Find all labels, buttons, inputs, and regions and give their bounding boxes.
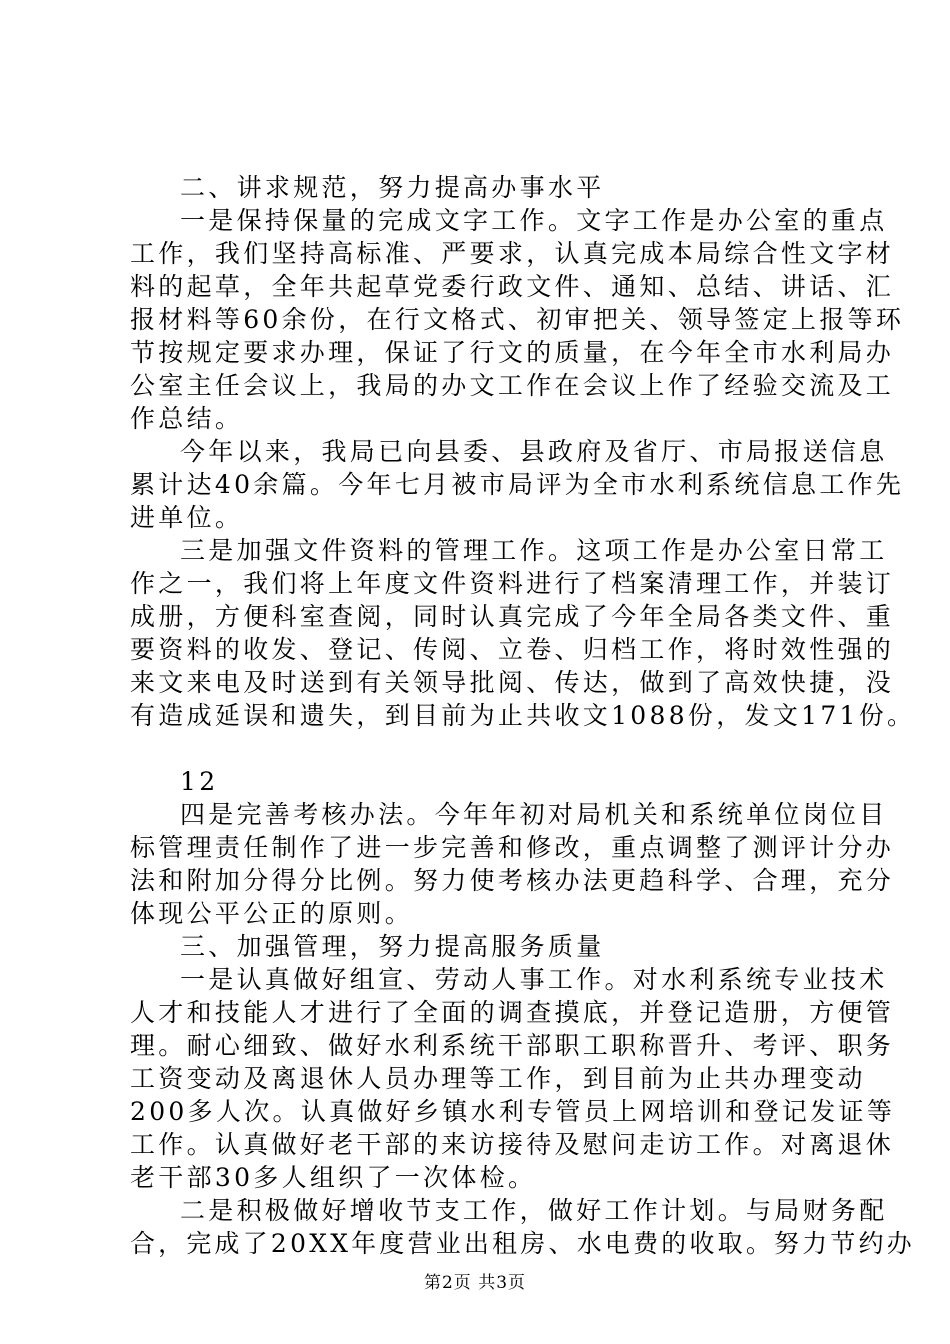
paragraph-text: 二是积极做好增收节支工作，做好工作计划。与局财务配 <box>180 1196 888 1225</box>
paragraph-line <box>0 501 950 535</box>
page-number-text: 12 <box>180 767 219 796</box>
paragraph-text: 一是认真做好组宣、劳动人事工作。对水利系统专业技术 <box>180 965 888 994</box>
paragraph-text: 体现公平公正的原则。 <box>130 899 414 928</box>
paragraph-text: 四是完善考核办法。今年年初对局机关和系统单位岗位目 <box>180 800 888 829</box>
paragraph-text: 工资变动及离退休人员办理等工作，到目前为止共办理变动 <box>130 1064 866 1093</box>
paragraph-text: 法和附加分得分比例。努力使考核办法更趋科学、合理，充分 <box>130 866 895 895</box>
paragraph-line <box>0 402 950 436</box>
paragraph-line <box>0 831 950 865</box>
heading-line <box>0 171 950 205</box>
paragraph-line <box>0 270 950 304</box>
paragraph-line <box>0 1029 950 1063</box>
paragraph-line <box>0 1062 950 1096</box>
paragraph-text: 进单位。 <box>130 503 244 532</box>
paragraph-line <box>0 1095 950 1129</box>
paragraph-line <box>0 237 950 271</box>
paragraph-line <box>0 633 950 667</box>
paragraph-text: 工作，我们坚持高标准、严要求，认真完成本局综合性文字材 <box>130 239 895 268</box>
paragraph-line <box>0 1194 950 1228</box>
paragraph-line <box>0 798 950 832</box>
paragraph-text: 人才和技能人才进行了全面的调查摸底，并登记造册，方便管 <box>130 998 895 1027</box>
heading-text: 二、讲求规范，努力提高办事水平 <box>180 173 605 202</box>
paragraph-text: 报材料等60余份，在行文格式、初审把关、领导签定上报等环 <box>130 305 905 334</box>
paragraph-text: 公室主任会议上，我局的办文工作在会议上作了经验交流及工 <box>130 371 895 400</box>
paragraph-line <box>0 435 950 469</box>
paragraph-text: 今年以来，我局已向县委、县政府及省厅、市局报送信息 <box>180 437 888 466</box>
paragraph-text: 成册，方便科室查阅，同时认真完成了今年全局各类文件、重 <box>130 602 895 631</box>
paragraph-line <box>0 1161 950 1195</box>
paragraph-line <box>0 666 950 700</box>
paragraph-line <box>0 534 950 568</box>
paragraph-line <box>0 699 950 733</box>
paragraph-text: 老干部30多人组织了一次体检。 <box>130 1163 537 1192</box>
page-footer: 第2页 共3页 <box>423 1273 527 1293</box>
paragraph-line <box>0 336 950 370</box>
heading-line <box>0 930 950 964</box>
paragraph-line <box>0 1227 950 1261</box>
paragraph-line <box>0 963 950 997</box>
paragraph-text: 来文来电及时送到有关领导批阅、传达，做到了高效快捷，没 <box>130 668 895 697</box>
paragraph-line <box>0 1128 950 1162</box>
paragraph-text: 节按规定要求办理，保证了行文的质量，在今年全市水利局办 <box>130 338 895 367</box>
paragraph-text: 标管理责任制作了进一步完善和修改，重点调整了测评计分办 <box>130 833 895 862</box>
paragraph-text: 200多人次。认真做好乡镇水利专管员上网培训和登记发证等 <box>130 1097 896 1126</box>
paragraph-text: 三是加强文件资料的管理工作。这项工作是办公室日常工 <box>180 536 888 565</box>
heading-text: 三、加强管理，努力提高服务质量 <box>180 932 605 961</box>
paragraph-line <box>0 897 950 931</box>
paragraph-text: 合，完成了20XX年度营业出租房、水电费的收取。努力节约办 <box>130 1229 915 1258</box>
paragraph-text: 有造成延误和遗失，到目前为止共收文1088份，发文171份。 <box>130 701 916 730</box>
paragraph-text: 作总结。 <box>130 404 244 433</box>
paragraph-text: 要资料的收发、登记、传阅、立卷、归档工作，将时效性强的 <box>130 635 895 664</box>
paragraph-text: 作之一，我们将上年度文件资料进行了档案清理工作，并装订 <box>130 569 895 598</box>
paragraph-line <box>0 600 950 634</box>
paragraph-text: 一是保持保量的完成文字工作。文字工作是办公室的重点 <box>180 206 888 235</box>
paragraph-line <box>0 369 950 403</box>
paragraph-text: 工作。认真做好老干部的来访接待及慰问走访工作。对离退休 <box>130 1130 895 1159</box>
paragraph-text: 累计达40余篇。今年七月被市局评为全市水利系统信息工作先 <box>130 470 905 499</box>
page-number-marker <box>0 765 950 799</box>
paragraph-text: 料的起草，全年共起草党委行政文件、通知、总结、讲话、汇 <box>130 272 895 301</box>
paragraph-line <box>0 996 950 1030</box>
paragraph-line <box>0 567 950 601</box>
paragraph-line <box>0 303 950 337</box>
paragraph-line <box>0 468 950 502</box>
paragraph-text: 理。耐心细致、做好水利系统干部职工职称晋升、考评、职务 <box>130 1031 895 1060</box>
paragraph-line <box>0 204 950 238</box>
paragraph-line <box>0 864 950 898</box>
